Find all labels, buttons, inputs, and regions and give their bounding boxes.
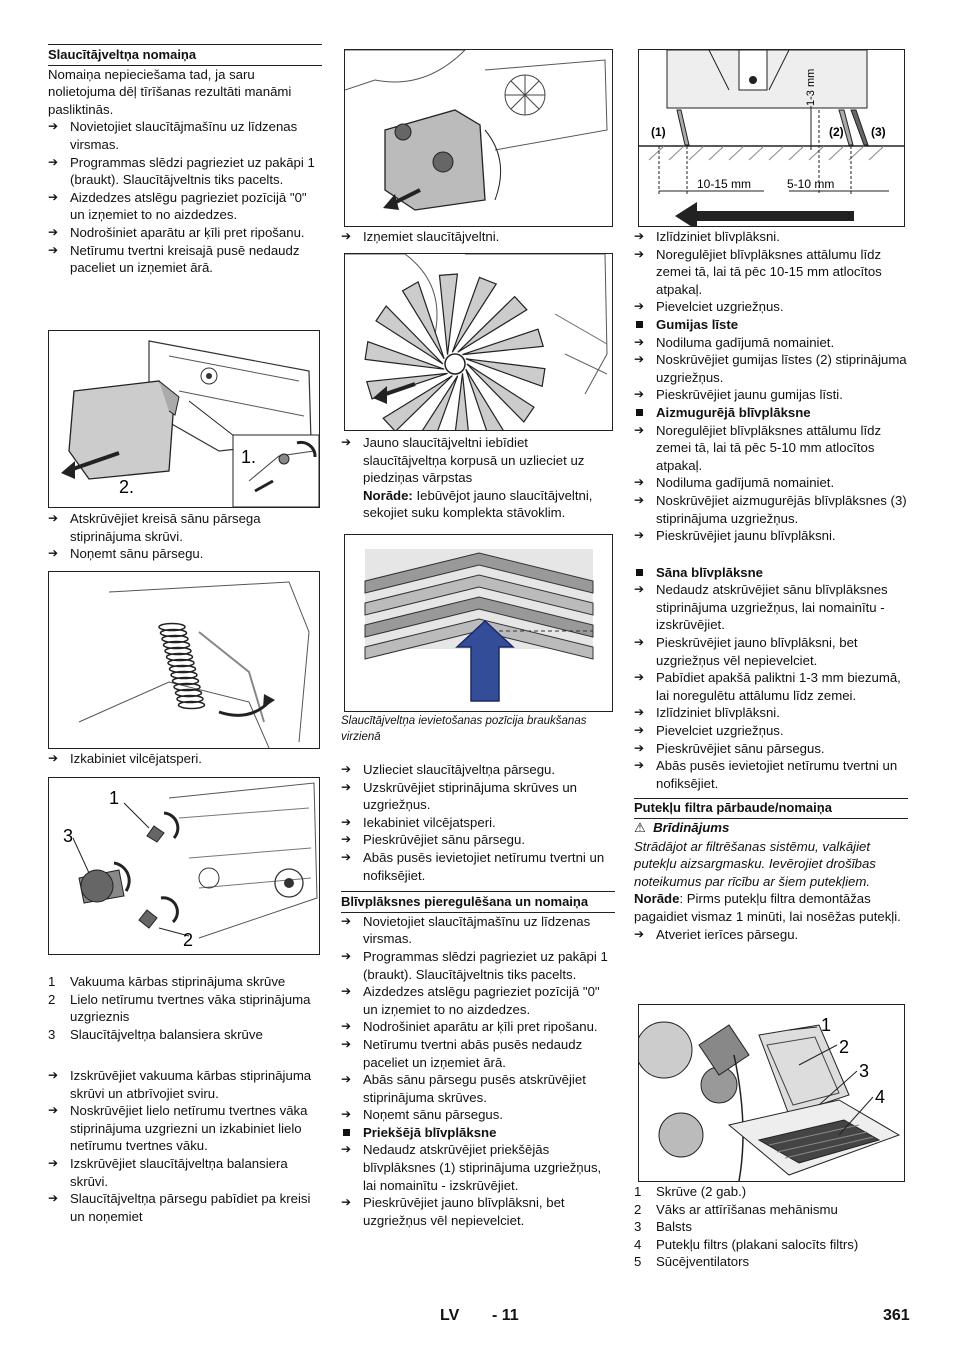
figure-screws <box>48 777 320 955</box>
warning-title-text: Brīdinājums <box>653 820 730 835</box>
step-list <box>48 750 322 768</box>
step-item: ➔ Aizdedzes atslēgu pagrieziet pozīcijā "0" un izņemiet to no aizdedzes. <box>341 983 615 1018</box>
step-list <box>341 434 615 487</box>
figure-side-cover <box>48 330 320 508</box>
step-list <box>341 228 615 246</box>
step-item: ➔ Jauno slaucītājveltni iebīdiet slaucītājveltņa korpusā un uzlieciet uz piedziņas vārpstas <box>341 434 615 487</box>
footer-page: - 11 <box>492 1307 519 1324</box>
subheading-front-strip: Priekšējā blīvplāksne <box>341 1124 615 1142</box>
step-item: ➔ Aizdedzes atslēgu pagrieziet pozīcijā "0" un izņemiet to no aizdedzes. <box>48 189 322 224</box>
step-item: ➔ Izņemiet slaucītājveltni. <box>341 228 615 246</box>
legend-text: Lielo netīrumu tvertnes vāka stiprinājuma uzgrieznis <box>70 991 311 1025</box>
note-paragraph <box>341 487 615 522</box>
step-item: ➔ Izlīdziniet blīvplāksni. <box>634 704 908 722</box>
legend-text: Sūcējventilators <box>656 1254 750 1270</box>
step-list <box>48 118 322 276</box>
step-item: ➔ Atveriet ierīces pārsegu. <box>634 926 908 944</box>
intro-text: Nomaiņa nepieciešama tad, ja saru nolietojuma dēļ tīrīšanas rezultāti manāmi pasliktinās. <box>48 66 292 117</box>
fig7-label-2: (2) <box>829 125 844 139</box>
legend-number: 4 <box>634 1236 642 1252</box>
step-item: ➔ Pievelciet uzgriežņus. <box>634 298 908 316</box>
figure-installation-position <box>344 534 613 712</box>
figure-tension-spring <box>48 571 320 749</box>
figure-dust-filter <box>638 1004 905 1182</box>
step-item: ➔ Nedaudz atskrūvējiet sānu blīvplāksnes stiprinājuma uzgriežņus, lai nomainītu - izskrūvējiet. <box>634 581 908 634</box>
step-item: ➔ Noskrūvējiet lielo netīrumu tvertnes vāka stiprinājuma uzgriezni un izkabiniet lielo netīrumu tvertnes vāku. <box>48 1102 322 1155</box>
step-item: ➔ Pievelciet uzgriežņus. <box>634 722 908 740</box>
fig8-callout-2: 2 <box>839 1037 850 1057</box>
legend-number: 1 <box>48 974 56 989</box>
legend-text: Skrūve (2 gab.) <box>656 1184 747 1199</box>
legend-number: 2 <box>634 1201 642 1217</box>
step-list <box>341 1141 615 1229</box>
legend-item <box>634 1201 908 1219</box>
step-item: ➔ Pieskrūvējiet jaunu gumijas līsti. <box>634 386 908 404</box>
step-item: ➔ Uzskrūvējiet stiprinājuma skrūves un uzgriežņus. <box>341 779 615 814</box>
step-list <box>634 228 908 316</box>
step-item: ➔ Pieskrūvējiet sānu pārsegu. <box>341 831 615 849</box>
fig3-callout-2: 2 <box>183 930 194 950</box>
note-paragraph <box>634 890 908 925</box>
step-list <box>48 510 322 563</box>
fig1-label-2: 2. <box>119 477 135 497</box>
step-item: ➔ Noregulējiet blīvplāksnes attālumu līdz zemei tā, lai tā pēc 5-10 mm atlocītos atpakaļ. <box>634 422 908 475</box>
warning-title <box>634 819 908 838</box>
legend-item <box>634 1253 908 1271</box>
step-item: ➔ Atskrūvējiet kreisā sānu pārsega stiprinājuma skrūvi. <box>48 510 322 545</box>
step-item: ➔ Novietojiet slaucītājmašīnu uz līdzenas virsmas. <box>48 118 322 153</box>
legend-item <box>634 1236 908 1254</box>
step-list <box>634 581 908 792</box>
legend-item <box>48 1026 322 1044</box>
step-list <box>634 926 908 944</box>
legend-list <box>634 1183 908 1271</box>
top-rule <box>48 44 322 45</box>
step-item: ➔ Nedaudz atskrūvējiet priekšējās blīvplāksnes (1) stiprinājuma uzgriežņus, lai nomainītu - izskrūvējiet. <box>341 1141 615 1194</box>
step-item: ➔ Pieskrūvējiet sānu pārsegus. <box>634 740 908 758</box>
step-item: ➔ Nodrošiniet aparātu ar ķīli pret ripošanu. <box>341 1018 615 1036</box>
legend-text: Balsts <box>656 1219 692 1235</box>
legend-text: Vakuuma kārbas stiprinājuma skrūve <box>70 974 286 989</box>
note-label: Norāde: <box>363 487 413 503</box>
step-item: ➔ Izlīdziniet blīvplāksni. <box>634 228 908 246</box>
section-heading-broom-replacement: Slaucītājveltņa nomaiņa <box>48 46 322 66</box>
step-item: ➔ Noregulējiet blīvplāksnes attālumu līdz zemei tā, lai tā pēc 10-15 mm atlocītos atpakaļ. <box>634 246 908 299</box>
subheading-side-strip: Sāna blīvplāksne <box>634 564 908 582</box>
step-item: ➔ Noņemt sānu pārsegus. <box>341 1106 615 1124</box>
step-item: ➔ Izskrūvējiet slaucītājveltņa balansiera skrūvi. <box>48 1155 322 1190</box>
figure-remove-broom <box>344 49 613 227</box>
figure-caption: Slaucītājveltņa ievietošanas pozīcija braukšanas virzienā <box>341 715 587 743</box>
step-item: ➔ Pieskrūvējiet jaunu blīvplāksni. <box>634 527 908 545</box>
legend-number: 3 <box>48 1026 56 1042</box>
legend-item <box>634 1183 908 1201</box>
step-item: ➔ Noskrūvējiet gumijas līstes (2) stiprinājuma uzgriežņus. <box>634 351 908 386</box>
note-label: Norāde <box>634 891 680 907</box>
legend-text: Vāks ar attīrīšanas mehānismu <box>656 1201 838 1217</box>
fig7-label-3: (3) <box>871 125 886 139</box>
fig7-label-1: (1) <box>651 125 666 139</box>
step-item: ➔ Abās pusēs ievietojiet netīrumu tvertni un nofiksējiet. <box>634 757 908 792</box>
step-item: ➔ Iekabiniet vilcējatsperi. <box>341 814 615 832</box>
note-text: : Pirms putekļu filtra demontāžas pagaidiet vismaz 1 minūti, lai nosēžas putekļi. <box>634 891 901 924</box>
step-item: ➔ Pieskrūvējiet jauno blīvplāksni, bet uzgriežņus vēl nepievelciet. <box>634 634 908 669</box>
legend-item <box>48 991 322 1026</box>
legend-item <box>634 1218 908 1236</box>
legend-text: Putekļu filtrs (plakani salocīts filtrs) <box>656 1236 859 1252</box>
step-list <box>48 1067 322 1225</box>
section-heading-dust-filter: Putekļu filtra pārbaude/nomaiņa <box>634 799 908 819</box>
step-list <box>341 761 615 884</box>
warning-icon: ⚠ <box>634 821 646 836</box>
legend-number: 2 <box>48 991 56 1007</box>
fig3-callout-1: 1 <box>109 788 120 808</box>
figure-insert-broom <box>344 253 613 431</box>
step-list <box>634 334 908 404</box>
fig7-dim-rear: 5-10 mm <box>787 177 835 191</box>
step-item: ➔ Nodrošiniet aparātu ar ķīli pret ripošanu. <box>48 224 322 242</box>
figure-sealing-strip-adjustment <box>638 49 905 227</box>
step-item: ➔ Nodiluma gadījumā nomainiet. <box>634 334 908 352</box>
note-text: Iebūvējot jauno slaucītājveltni, sekojiet suku komplekta stāvoklim. <box>363 487 593 521</box>
legend-number: 3 <box>634 1219 642 1235</box>
warning-text: Strādājot ar filtrēšanas sistēmu, valkājiet putekļu aizsargmasku. Ievērojiet drošības noteikumus par rīcību ar šiem putekļiem. <box>634 838 876 889</box>
step-item: ➔ Netīrumu tvertni abās pusēs nedaudz paceliet un izņemiet ārā. <box>341 1036 615 1071</box>
step-item: ➔ Izkabiniet vilcējatsperi. <box>48 750 322 768</box>
fig8-callout-4: 4 <box>875 1087 886 1107</box>
step-item: ➔ Pabīdiet apakšā paliktni 1-3 mm biezumā, lai noregulētu attālumu līdz zemei. <box>634 669 908 704</box>
step-item: ➔ Novietojiet slaucītājmašīnu uz līdzenas virsmas. <box>341 913 615 948</box>
step-item: ➔ Programmas slēdzi pagrieziet uz pakāpi 1 (braukt). Slaucītājveltnis tiks pacelts. <box>341 948 615 983</box>
step-item: ➔ Netīrumu tvertni kreisajā pusē nedaudz paceliet un izņemiet ārā. <box>48 242 322 277</box>
subheading-rear-strip: Aizmugurējā blīvplāksne <box>634 404 908 422</box>
legend-number: 5 <box>634 1254 642 1270</box>
fig1-label-1: 1. <box>241 447 257 467</box>
step-list <box>341 913 615 1124</box>
fig8-callout-3: 3 <box>859 1061 870 1081</box>
step-item: ➔ Izskrūvējiet vakuuma kārbas stiprinājuma skrūvi un atbrīvojiet sviru. <box>48 1067 322 1102</box>
step-item: ➔ Abās pusēs ievietojiet netīrumu tvertni un nofiksējiet. <box>341 849 615 884</box>
footer-page-number: 361 <box>883 1307 910 1324</box>
fig7-dim-front: 10-15 mm <box>697 177 752 191</box>
footer-language: LV <box>440 1307 460 1324</box>
fig3-callout-3: 3 <box>63 826 74 846</box>
step-item: ➔ Noņemt sānu pārsegu. <box>48 545 322 563</box>
legend-item <box>48 973 322 991</box>
step-item: ➔ Abās sānu pārsegu pusēs atskrūvējiet stiprinājuma skrūves. <box>341 1071 615 1106</box>
step-item: ➔ Uzlieciet slaucītājveltņa pārsegu. <box>341 761 615 779</box>
step-item: ➔ Noskrūvējiet aizmugurējās blīvplāksnes (3) stiprinājuma uzgriežņus. <box>634 492 908 527</box>
section-heading-sealing-strip: Blīvplāksnes pieregulēšana un nomaiņa <box>341 891 615 912</box>
step-item: ➔ Programmas slēdzi pagrieziet uz pakāpi 1 (braukt). Slaucītājveltnis tiks pacelts. <box>48 154 322 189</box>
step-list <box>634 422 908 545</box>
legend-text: Slaucītājveltņa balansiera skrūve <box>70 1026 263 1042</box>
legend-list <box>48 973 322 1043</box>
step-item: ➔ Nodiluma gadījumā nomainiet. <box>634 474 908 492</box>
subheading-rubber-strip: Gumijas līste <box>634 316 908 334</box>
step-item: ➔ Pieskrūvējiet jauno blīvplāksni, bet uzgriežņus vēl nepievelciet. <box>341 1194 615 1229</box>
step-item: ➔ Slaucītājveltņa pārsegu pabīdiet pa kreisi un noņemiet <box>48 1190 322 1225</box>
fig8-callout-1: 1 <box>821 1015 832 1035</box>
fig7-gap-label: 1-3 mm <box>805 68 817 106</box>
legend-number: 1 <box>634 1184 642 1199</box>
